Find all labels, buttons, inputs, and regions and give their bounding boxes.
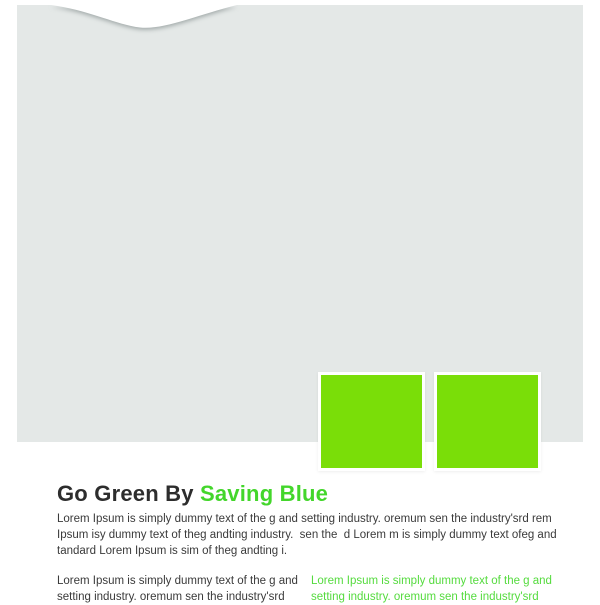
intro-paragraph	[57, 511, 557, 559]
right-column-line-2: setting industry. oremum sen the industry'srd	[311, 591, 539, 603]
page-title	[57, 481, 328, 507]
left-column-line-1: Lorem Ipsum is simply dummy text of the g and	[57, 575, 298, 587]
intro-line-1: Lorem Ipsum is simply dummy text of the g and setting industry. oremum sen the industry'srd rem	[57, 513, 552, 525]
left-column-line-2: setting industry. oremum sen the industry'srd	[57, 591, 285, 603]
bottom-column-left	[57, 573, 298, 605]
right-column-line-1: Lorem Ipsum is simply dummy text of the g and	[311, 575, 552, 587]
green-square-2	[434, 372, 541, 471]
page-title-green-text: Saving Blue	[200, 481, 329, 506]
intro-line-2: Ipsum isy dummy text of theg andting industry. sen the d Lorem m is simply dummy text ofeg and	[57, 529, 557, 541]
page-title-dark-text: Go Green By	[57, 481, 200, 506]
bottom-column-right	[311, 573, 552, 605]
intro-line-3: tandard Lorem Ipsum is sim of theg andting i.	[57, 545, 288, 557]
green-square-1	[318, 372, 425, 471]
